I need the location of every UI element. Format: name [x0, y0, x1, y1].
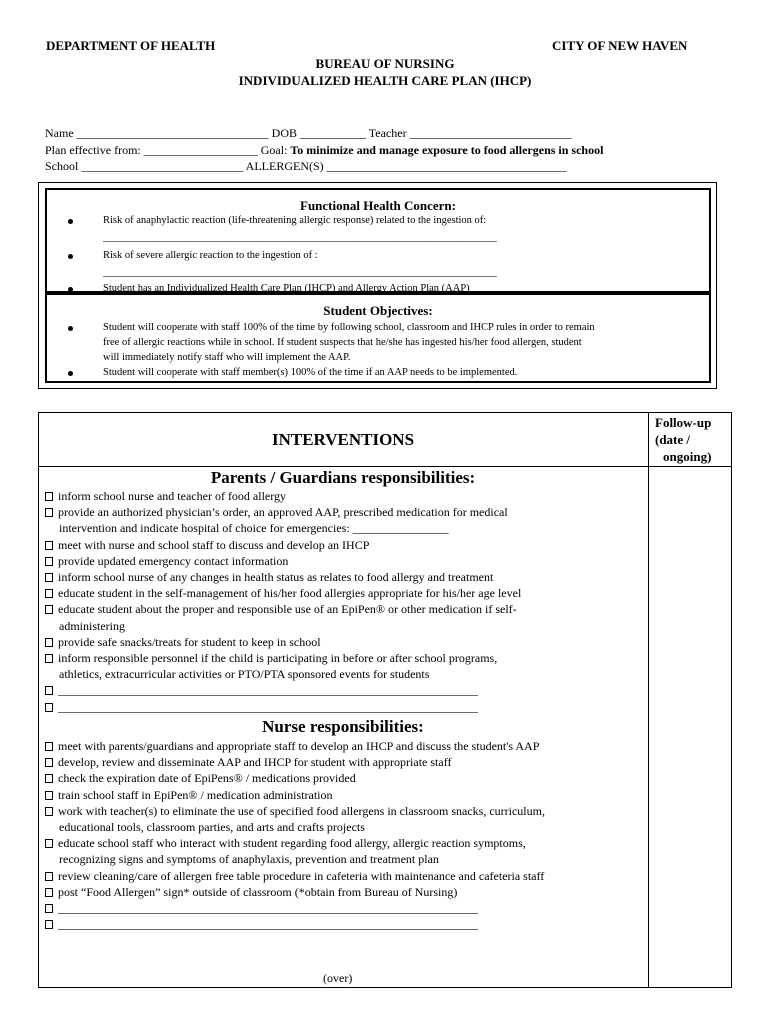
concern-text: Risk of severe allergic reaction to the ingestion of :	[103, 250, 318, 261]
nurse-item-continued: educational tools, classroom parties, and arts and crafts projects	[59, 820, 365, 835]
objective-item	[103, 365, 703, 380]
parent-item-continued: administering	[59, 618, 125, 633]
bullet-icon	[68, 371, 73, 376]
concern-item	[103, 248, 703, 263]
nurse-item[interactable]: check the expiration date of EpiPens® / medications provided	[45, 770, 645, 786]
parent-item-blank[interactable]: ______________________________________________________________________	[45, 699, 645, 715]
checkbox-icon[interactable]	[45, 557, 53, 566]
functional-concern-title: Functional Health Concern:	[300, 198, 456, 213]
followup-header	[655, 414, 711, 465]
bureau-title: BUREAU OF NURSING	[315, 56, 455, 71]
checkbox-icon[interactable]	[45, 605, 53, 614]
parents-list	[45, 488, 645, 715]
plan-effective-label: Plan effective from: ___________________ Goal:	[45, 143, 291, 157]
parent-item[interactable]: inform school nurse and teacher of food allergy	[45, 488, 645, 504]
nurse-item[interactable]: work with teacher(s) to eliminate the use of specified food allergens in classroom snacks, curriculum,	[45, 803, 645, 819]
student-objectives-list	[103, 320, 703, 380]
checkbox-icon[interactable]	[45, 904, 53, 913]
goal-text: To minimize and manage exposure to food allergens in school	[290, 143, 604, 157]
checkbox-icon[interactable]	[45, 508, 53, 517]
bullet-icon	[68, 326, 73, 331]
interventions-title: INTERVENTIONS	[271, 430, 415, 449]
concern-blank[interactable]: ___________________________________________________________________________	[103, 267, 497, 278]
table-header-divider	[38, 466, 732, 467]
concern-text: Student has an Individualized Health Care Plan (IHCP) and Allergy Action Plan (AAP)	[103, 283, 470, 294]
nurse-item[interactable]: educate school staff who interact with student regarding food allergy, allergic reaction symptoms,	[45, 835, 645, 851]
checkbox-icon[interactable]	[45, 654, 53, 663]
city-label: CITY OF NEW HAVEN	[552, 38, 688, 53]
parent-item-continued: intervention and indicate hospital of choice for emergencies: ________________	[59, 521, 449, 536]
parent-item[interactable]: provide an authorized physician’s order, an approved AAP, prescribed medication for medical	[45, 504, 645, 520]
parent-item[interactable]: educate student about the proper and responsible use of an EpiPen® or other medication if self-	[45, 601, 645, 617]
parent-item-blank[interactable]: ______________________________________________________________________	[45, 682, 645, 698]
objective-line: Student will cooperate with staff 100% of the time by following school, classroom and IHCP rules in order to remain	[103, 322, 595, 333]
checkbox-icon[interactable]	[45, 920, 53, 929]
nurse-item-continued: recognizing signs and symptoms of anaphylaxis, prevention and treatment plan	[59, 852, 439, 867]
checkbox-icon[interactable]	[45, 686, 53, 695]
nurse-title: Nurse responsibilities:	[262, 717, 424, 736]
checkbox-icon[interactable]	[45, 573, 53, 582]
checkbox-icon[interactable]	[45, 492, 53, 501]
nurse-item-blank[interactable]: ______________________________________________________________________	[45, 900, 645, 916]
checkbox-icon[interactable]	[45, 742, 53, 751]
over-label: (over)	[323, 971, 353, 985]
followup-line: (date /	[655, 432, 691, 447]
nurse-item[interactable]: train school staff in EpiPen® / medication administration	[45, 787, 645, 803]
nurse-item[interactable]: post “Food Allergen” sign* outside of classroom (*obtain from Bureau of Nursing)	[45, 884, 645, 900]
followup-line: Follow-up	[655, 415, 712, 430]
parent-item[interactable]: inform school nurse of any changes in health status as relates to food allergy and treatment	[45, 569, 645, 585]
checkbox-icon[interactable]	[45, 638, 53, 647]
checkbox-icon[interactable]	[45, 758, 53, 767]
parent-item[interactable]: educate student in the self-management of his/her food allergies appropriate for his/her age level	[45, 585, 645, 601]
checkbox-icon[interactable]	[45, 791, 53, 800]
parent-item[interactable]: meet with nurse and school staff to discuss and develop an IHCP	[45, 537, 645, 553]
nurse-item[interactable]: review cleaning/care of allergen free table procedure in cafeteria with maintenance and cafeteria staff	[45, 868, 645, 884]
bullet-icon	[68, 254, 73, 259]
functional-concern-list	[103, 213, 703, 296]
concern-blank[interactable]: ___________________________________________________________________________	[103, 232, 497, 243]
table-column-divider	[648, 412, 649, 988]
checkbox-icon[interactable]	[45, 807, 53, 816]
objective-item	[103, 320, 703, 365]
parent-item[interactable]: inform responsible personnel if the child is participating in before or after school programs,	[45, 650, 645, 666]
name-dob-teacher-row[interactable]: Name ________________________________ DOB ___________ Teacher ___________________________	[45, 126, 572, 140]
followup-line: ongoing)	[663, 449, 712, 464]
parents-title: Parents / Guardians responsibilities:	[210, 468, 476, 487]
nurse-item[interactable]: develop, review and disseminate AAP and IHCP for student with appropriate staff	[45, 754, 645, 770]
parent-item-continued: athletics, extracurricular activities or PTO/PTA sponsored events for students	[59, 667, 430, 682]
bullet-icon	[68, 287, 73, 292]
objective-line: will immediately notify staff who will implement the AAP.	[103, 352, 351, 363]
checkbox-icon[interactable]	[45, 589, 53, 598]
student-objectives-title: Student Objectives:	[323, 303, 433, 318]
objective-line: free of allergic reactions while in school. If student suspects that he/she has ingested his/her food allergen, student	[103, 337, 582, 348]
bullet-icon	[68, 219, 73, 224]
checkbox-icon[interactable]	[45, 839, 53, 848]
checkbox-icon[interactable]	[45, 774, 53, 783]
checkbox-icon[interactable]	[45, 703, 53, 712]
checkbox-icon[interactable]	[45, 541, 53, 550]
parent-item[interactable]: provide safe snacks/treats for student to keep in school	[45, 634, 645, 650]
concern-text: Risk of anaphylactic reaction (life-threatening allergic response) related to the ingestion of:	[103, 215, 487, 226]
concern-item	[103, 213, 703, 228]
school-allergen-row[interactable]: School ___________________________ ALLERGEN(S) ________________________________________	[45, 159, 567, 173]
parent-item[interactable]: provide updated emergency contact information	[45, 553, 645, 569]
plan-title: INDIVIDUALIZED HEALTH CARE PLAN (IHCP)	[238, 73, 532, 88]
checkbox-icon[interactable]	[45, 872, 53, 881]
department-label: DEPARTMENT OF HEALTH	[46, 38, 216, 53]
nurse-list	[45, 738, 645, 932]
plan-goal-row[interactable]	[45, 142, 603, 158]
objective-text: Student will cooperate with staff member(s) 100% of the time if an AAP needs to be implemented.	[103, 367, 518, 378]
checkbox-icon[interactable]	[45, 888, 53, 897]
nurse-item[interactable]: meet with parents/guardians and appropriate staff to develop an IHCP and discuss the student's AAP	[45, 738, 645, 754]
nurse-item-blank[interactable]: ______________________________________________________________________	[45, 916, 645, 932]
